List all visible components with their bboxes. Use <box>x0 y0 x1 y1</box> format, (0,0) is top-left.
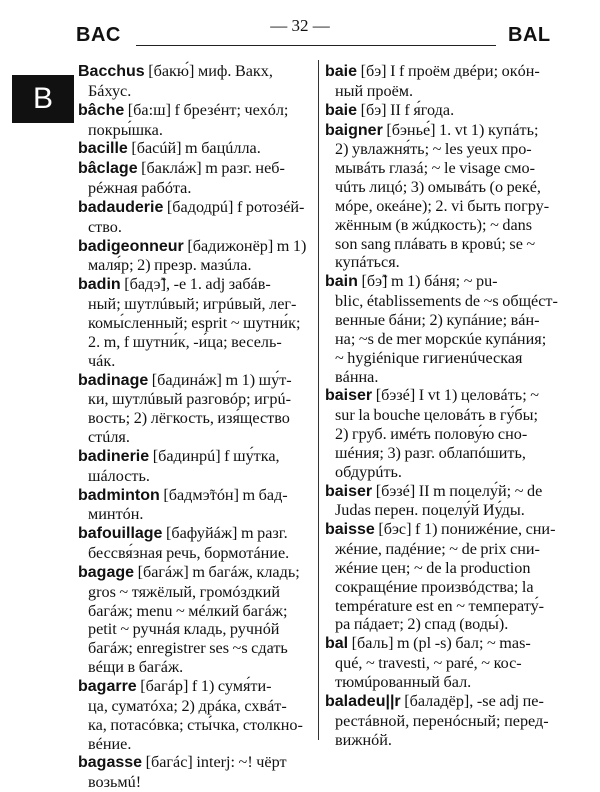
entry-line: купáться. <box>335 253 400 272</box>
entry-line: ство. <box>88 217 122 236</box>
entry-line: baladeu||r [баладёр], -se adj пе- <box>325 691 544 710</box>
dictionary-entry <box>78 62 314 101</box>
entry-line: минтóн. <box>88 505 144 524</box>
dictionary-entry <box>325 62 589 101</box>
entry-line: шéния; 3) разг. облапóшить, <box>335 443 526 462</box>
entry-line: ный; шутлúвый; игрúвый, лег- <box>88 295 297 314</box>
page-header <box>0 16 600 56</box>
entry-line: bacille [басúй] m бацúлла. <box>78 139 261 158</box>
entry-line: bagage [багáж] m багáж, кладь; <box>78 562 300 581</box>
entry-line: bafouillage [бафуйáж] m разг. <box>78 524 288 543</box>
entry-line: покры́шка. <box>88 120 163 139</box>
entry-line: вижнóй. <box>335 730 392 749</box>
dictionary-entry <box>325 634 589 692</box>
dictionary-entry <box>325 121 589 273</box>
entry-line: badminton [бадмэ̃тóн] m бад- <box>78 485 288 504</box>
dictionary-entry <box>78 486 314 525</box>
entry-line: комы́сленный; esprit ~ шутни́к; <box>88 313 301 332</box>
dictionary-entry <box>78 198 314 237</box>
entry-line: жéние цен; ~ de la production <box>335 558 531 577</box>
entry-line: bâclage [баклáж] m разг. неб- <box>78 159 285 178</box>
entry-line: маля́р; 2) презр. мазúла. <box>88 256 252 275</box>
entry-line: badinage [бадинáж] m 1) шу́т- <box>78 370 292 389</box>
entry-line: Бáхус. <box>88 81 132 100</box>
right-running-head: BAL <box>508 24 551 46</box>
section-letter-tab: B <box>12 75 74 123</box>
entry-line: badigeonneur [бадижонёр] m 1) <box>78 236 307 255</box>
dictionary-entry <box>78 275 314 370</box>
dictionary-entry <box>78 159 314 198</box>
entry-line: Bacchus [бакю́] миф. Вакх, <box>78 62 273 80</box>
entry-line: багáж; enregistrer ses ~s сдать <box>88 639 288 658</box>
entry-line: сокращéние произвóдства; la <box>335 577 534 596</box>
entry-line: badinerie [бадинрú] f шу́тка, <box>78 446 280 465</box>
entry-line: вéщи в багáж. <box>88 658 184 677</box>
entry-line: 2. m, f шутни́к, -и́ца; весель- <box>88 332 282 351</box>
entry-line: рестáвной, перенóсный; перед- <box>335 711 549 730</box>
entry-line: жённым (в жúдкость); ~ dans <box>335 215 533 234</box>
entry-line: вéние. <box>88 734 132 753</box>
entry-line: чáк. <box>88 351 116 370</box>
entry-line: température est en ~ температу́- <box>335 596 545 615</box>
entry-line: чúть лицó; 3) омывáть (о рекé, <box>335 178 541 197</box>
entry-line: стúля. <box>88 428 130 447</box>
dictionary-entry <box>325 272 589 386</box>
entry-line: petit ~ ручнáя кладь, ручнóй <box>88 620 280 639</box>
dictionary-entry <box>78 371 314 447</box>
entry-line: ца, суматóха; 2) дрáка, схвáт- <box>88 696 287 715</box>
entry-line: bâche [ба:ш] f брезéнт; чехóл; <box>78 100 289 119</box>
dictionary-entry <box>78 101 314 140</box>
dictionary-entry <box>325 101 589 121</box>
entry-line: мывáть глазá; ~ le visage смо- <box>335 159 536 178</box>
left-running-head: BAC <box>76 24 121 46</box>
dictionary-entry <box>325 520 589 634</box>
entry-line: ~ hygiénique гигиенúческая <box>335 348 523 367</box>
dictionary-entry <box>78 563 314 677</box>
entry-line: ный проём. <box>335 81 414 100</box>
entry-line: жéние, падéние; ~ de prix сни- <box>335 540 540 559</box>
entry-line: 2) увлажня́ть; ~ les yeux про- <box>335 140 532 159</box>
left-column <box>78 62 314 792</box>
entry-line: ра пáдает; 2) спад (воды́). <box>335 615 509 634</box>
entry-line: бессвя́зная речь, бормотáние. <box>88 544 290 563</box>
right-column <box>325 62 589 749</box>
dictionary-entry <box>325 692 589 750</box>
entry-line: baiser [бэзé] II m поцелу́й; ~ de <box>325 481 543 500</box>
entry-line: мóре, океáне); 2. vi быть погру- <box>335 196 550 215</box>
entry-line: badin [бадэ̃], -e 1. adj забáв- <box>78 275 271 294</box>
entry-line: sur la bouche целовáть в гу́бы; <box>335 406 539 425</box>
page-number: — 32 — <box>270 16 330 35</box>
entry-line: baigner [бэнье́] 1. vt 1) купáть; <box>325 120 539 139</box>
entry-line: qué, ~ travesti, ~ paré, ~ кос- <box>335 654 522 673</box>
dictionary-entry <box>78 447 314 486</box>
entry-line: baiser [бэзé] I vt 1) целовáть; ~ <box>325 386 539 405</box>
entry-line: bagarre [багáр] f 1) сумя́ти- <box>78 677 272 695</box>
entry-line: обдурúть. <box>335 462 402 481</box>
entry-line: bain [бэ̃] m 1) бáня; ~ pu- <box>325 272 498 291</box>
entry-line: baie [бэ] I f проём двéри; окóн- <box>325 62 540 80</box>
entry-line: badauderie [бадодрú] f ротозéй- <box>78 197 305 216</box>
entry-line: рéжная рабóта. <box>88 179 192 198</box>
entry-line: ки, шутлúвый разговóр; игрú- <box>88 390 292 409</box>
header-rule <box>136 45 496 46</box>
column-divider <box>318 60 319 740</box>
dictionary-entry <box>325 482 589 521</box>
entry-line: bagasse [багáс] interj: ~! чёрт <box>78 753 287 772</box>
entry-line: gros ~ тяжёлый, громóздкий <box>88 582 280 601</box>
entry-line: вость; 2) лёгкость, изя́щество <box>88 409 290 428</box>
entry-line: шáлость. <box>88 466 150 485</box>
dictionary-entry <box>78 753 314 792</box>
entry-line: вáнна. <box>335 367 379 386</box>
entry-line: на; ~s de mer морскúе купáния; <box>335 329 547 348</box>
entry-line: багáж; menu ~ мéлкий багáж; <box>88 601 288 620</box>
entry-line: blic, établissements de ~s общéст- <box>335 292 558 311</box>
entry-line: son sang плáвать в кровú; se ~ <box>335 234 536 253</box>
entry-line: возьмú! <box>88 773 142 792</box>
dictionary-entry <box>78 237 314 276</box>
dictionary-entry <box>78 524 314 563</box>
dictionary-entry <box>78 677 314 753</box>
dictionary-entry <box>78 139 314 159</box>
entry-line: Judas перен. поцелу́й Иу́ды. <box>335 501 525 520</box>
entry-line: bal [баль] m (pl -s) бал; ~ mas- <box>325 634 531 653</box>
entry-line: ка, потасóвка; сты́чка, столкно- <box>88 715 303 734</box>
entry-line: baie [бэ] II f я́года. <box>325 100 455 119</box>
entry-line: baisse [бэс] f 1) понижéние, сни- <box>325 520 556 539</box>
entry-line: венные бáни; 2) купáние; вáн- <box>335 310 540 329</box>
entry-line: 2) груб. имéть полову́ю сно- <box>335 425 528 444</box>
entry-line: тюмúрованный бал. <box>335 673 472 691</box>
dictionary-entry <box>325 386 589 481</box>
